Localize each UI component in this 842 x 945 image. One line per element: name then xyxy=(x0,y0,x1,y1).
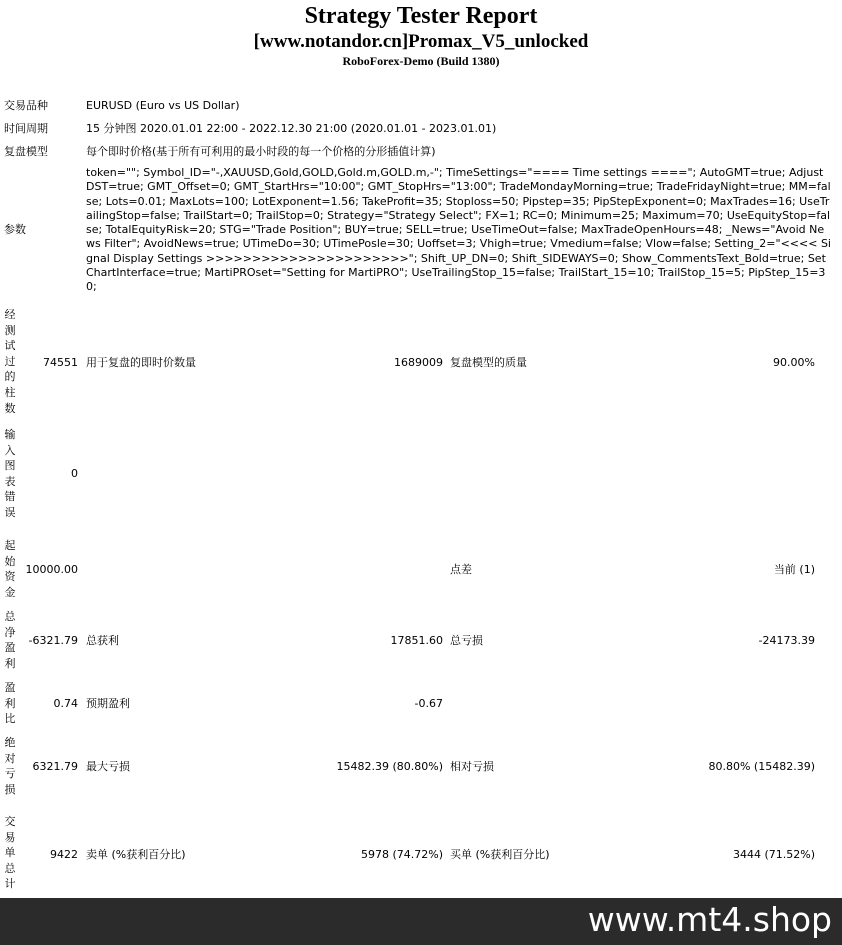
deposit-label: 起始资金 xyxy=(4,539,16,599)
max-drawdown-value: 15482.39 (80.80%) xyxy=(336,760,443,773)
long-positions-label: 买单 (%获利百分比) xyxy=(450,848,550,861)
rel-drawdown-label: 相对亏损 xyxy=(450,760,494,773)
params-value: token=""; Symbol_ID="-,XAUUSD,Gold,GOLD,Gold.m,GOLD.m,-"; TimeSettings="==== Time settings ===="; AutoGMT=true; AdjustDST=true; GMT_Offset=0; GMT_StartHrs="10:00"; GMT_StopHrs="13:00"; TradeMondayMorning=true; TradeFridayNight=true; MM=false; Lots=0.01; MaxLots=100; LotExponent=1.56; TakeProfit=35; Stoploss=50; Pipstep=35; PipStepExponent=0; MaxTrades=16; UseTrailingStop=false; TrailStart=0; TrailStop=0; Strategy="Strategy Select"; FX=1; RC=0; Minimum=25; Maximum=70; UseEquityStop=false; TotalEquityRisk=20; STG="Trade Position"; BUY=true; SELL=true; UseTimeOut=false; MaxTradeOpenHours=48; _News="Avoid News Filter"; AvoidNews=true; UTimeDo=30; UTimePosle=30; Uoffset=3; Vhigh=true; Vmedium=false; Vlow=false; Setting_2="<<<< Signal Display Settings >>>>>>>>>>>>>>>>>>>>>>"; Shift_UP_DN=0; Shift_SIDEWAYS=0; Show_CommentsText_Bold=true; SetChartInterface=true; MartiPROset="Setting for MartiPRO"; UseTrailingStop_15=false; TrailStart_15=10; TrailStop_15=5; PipStep_15=30; xyxy=(86,166,831,293)
ticks-label: 用于复盘的即时价数量 xyxy=(86,356,196,369)
deposit-value: 10000.00 xyxy=(25,563,78,576)
params-label: 参数 xyxy=(4,223,26,236)
model-value: 每个即时价格(基于所有可利用的最小时段的每一个价格的分形插值计算) xyxy=(86,145,436,158)
watermark-banner xyxy=(0,898,842,945)
symbol-value: EURUSD (Euro vs US Dollar) xyxy=(86,99,240,112)
period-value: 15 分钟图 2020.01.01 22:00 - 2022.12.30 21:00 (2020.01.01 - 2023.01.01) xyxy=(86,122,497,135)
report-header xyxy=(0,0,842,68)
profit-factor-label: 盈利比 xyxy=(4,681,16,726)
report-subtitle: [www.notandor.cn]Promax_V5_unlocked xyxy=(253,31,589,52)
gross-loss-label: 总亏损 xyxy=(450,634,483,647)
long-positions-value: 3444 (71.52%) xyxy=(732,848,815,861)
bars-value: 74551 xyxy=(43,356,78,369)
gross-profit-value: 17851.60 xyxy=(390,634,443,647)
gross-loss-value: -24173.39 xyxy=(758,634,815,647)
rel-drawdown-value: 80.80% (15482.39) xyxy=(708,760,815,773)
payoff-value: -0.67 xyxy=(414,697,443,710)
symbol-label: 交易品种 xyxy=(4,99,48,112)
short-positions-value: 5978 (74.72%) xyxy=(360,848,443,861)
spread-label: 点差 xyxy=(450,563,472,576)
payoff-label: 预期盈利 xyxy=(86,697,130,710)
spread-value: 当前 (1) xyxy=(773,563,815,576)
watermark-text: www.mt4.shop xyxy=(587,900,832,939)
abs-drawdown-value: 6321.79 xyxy=(32,760,78,773)
total-trades-label: 交易单总计 xyxy=(4,815,16,891)
report-server: RoboForex-Demo (Build 1380) xyxy=(342,54,500,68)
abs-drawdown-label: 绝对亏损 xyxy=(4,736,16,796)
quality-value: 90.00% xyxy=(773,356,815,369)
bars-label: 经测试过的柱数 xyxy=(4,308,16,415)
errors-value: 0 xyxy=(71,467,78,480)
ticks-value: 1689009 xyxy=(394,356,443,369)
period-label: 时间周期 xyxy=(4,122,48,135)
max-drawdown-label: 最大亏损 xyxy=(86,760,130,773)
net-profit-label: 总净盈利 xyxy=(4,610,16,670)
gross-profit-label: 总获利 xyxy=(86,634,119,647)
errors-label: 输入图表错误 xyxy=(4,428,16,519)
short-positions-label: 卖单 (%获利百分比) xyxy=(86,848,186,861)
model-label: 复盘模型 xyxy=(4,145,48,158)
report-title: Strategy Tester Report xyxy=(304,3,538,29)
total-trades-value: 9422 xyxy=(50,848,78,861)
profit-factor-value: 0.74 xyxy=(53,697,78,710)
quality-label: 复盘模型的质量 xyxy=(450,356,527,369)
net-profit-value: -6321.79 xyxy=(28,634,78,647)
